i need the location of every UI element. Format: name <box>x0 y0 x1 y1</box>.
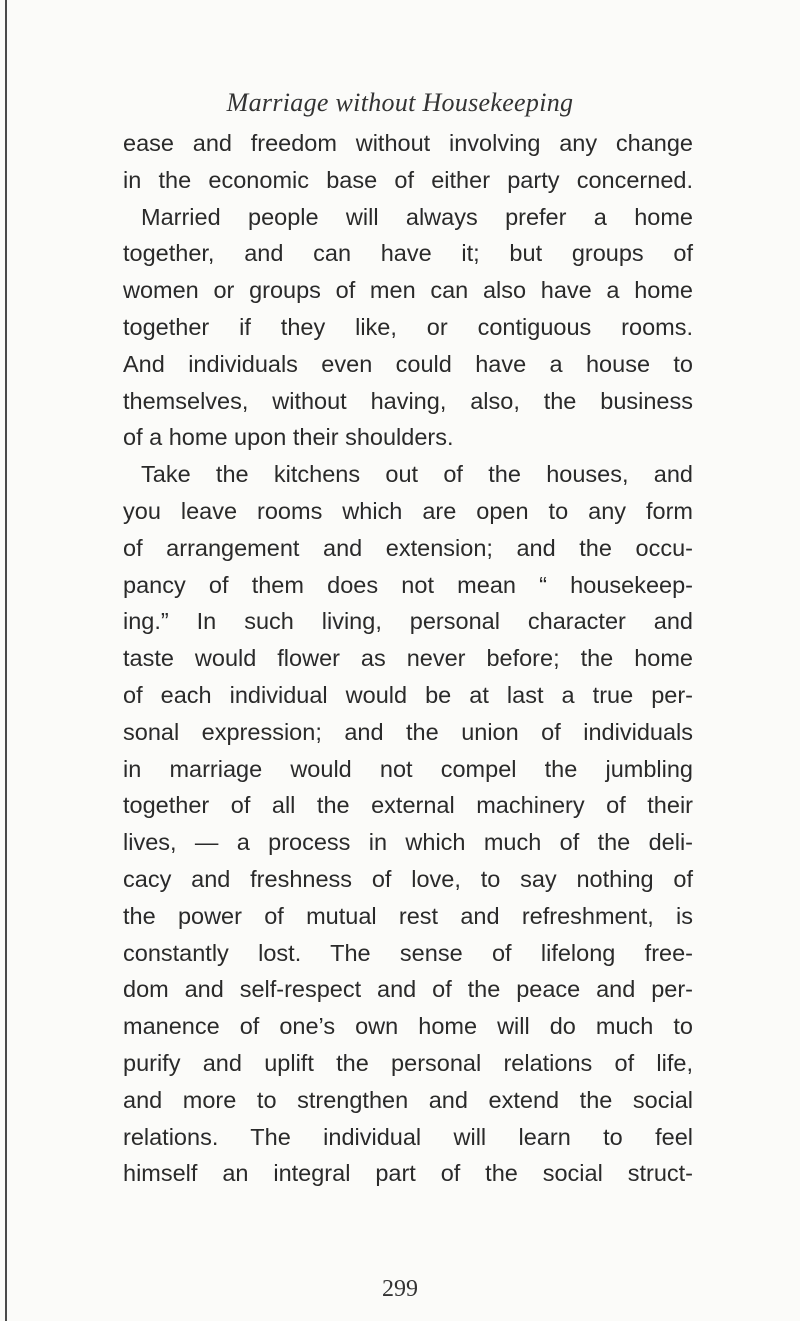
text-line: in the economic base of either party concerned. <box>123 166 693 193</box>
text-line: of each individual would be at last a true per- <box>123 681 693 708</box>
text-line: the power of mutual rest and refreshment, is <box>123 902 693 929</box>
text-line: together of all the external machinery of their <box>123 792 693 819</box>
text-line: constantly lost. The sense of lifelong free- <box>123 939 693 966</box>
text-line: together, and can have it; but groups of <box>123 240 693 267</box>
text-line: And individuals even could have a house to <box>123 350 693 377</box>
text-line: ing.” In such living, personal character and <box>123 608 693 635</box>
text-line: in marriage would not compel the jumbling <box>123 755 693 782</box>
text-line: relations. The individual will learn to feel <box>123 1123 693 1150</box>
text-line: purify and uplift the personal relations of life, <box>123 1049 693 1076</box>
page-number: 299 <box>382 1276 418 1302</box>
text-line: Take the kitchens out of the houses, and <box>141 461 693 488</box>
text-line: together if they like, or contiguous rooms. <box>123 313 693 340</box>
text-line: of arrangement and extension; and the occu- <box>123 534 693 561</box>
text-line: you leave rooms which are open to any form <box>123 497 693 524</box>
text-line: manence of one’s own home will do much to <box>123 1013 693 1040</box>
text-line: women or groups of men can also have a home <box>123 277 693 304</box>
text-line: lives, — a process in which much of the deli- <box>123 829 693 856</box>
text-line: cacy and freshness of love, to say nothing of <box>123 865 693 892</box>
body-text <box>123 125 693 1192</box>
text-line: Married people will always prefer a home <box>141 203 693 230</box>
text-line: taste would flower as never before; the home <box>123 645 693 672</box>
text-line: ease and freedom without involving any change <box>123 130 693 156</box>
text-line: himself an integral part of the social struct- <box>123 1160 693 1187</box>
text-line: sonal expression; and the union of individuals <box>123 718 693 745</box>
page-edge-rule <box>5 0 7 1321</box>
text-line: pancy of them does not mean “ housekeep- <box>123 571 693 598</box>
text-line: of a home upon their shoulders. <box>123 424 454 451</box>
text-line: dom and self-respect and of the peace and per- <box>123 976 693 1003</box>
text-line: and more to strengthen and extend the social <box>123 1086 693 1113</box>
text-line: themselves, without having, also, the business <box>123 387 693 414</box>
running-header: Marriage without Housekeeping <box>226 88 574 117</box>
